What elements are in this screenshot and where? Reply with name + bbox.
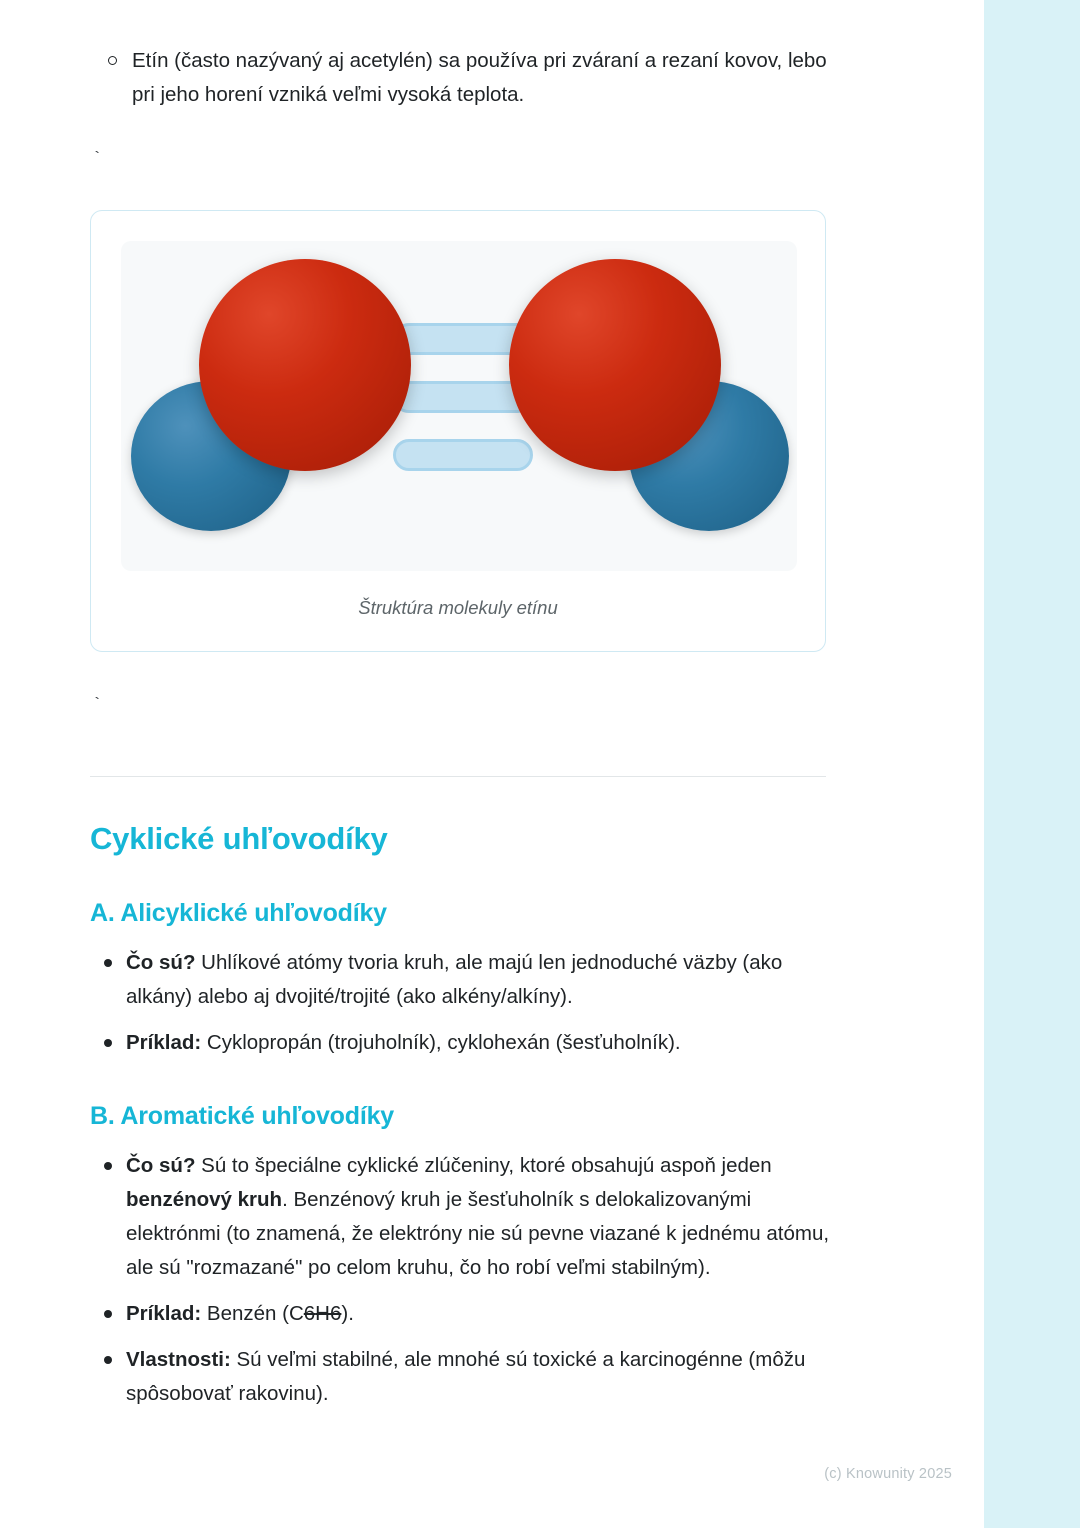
subsection-a-list bbox=[90, 946, 830, 1060]
benzene-formula-pre: Benzén (C bbox=[201, 1302, 304, 1325]
figure-card bbox=[90, 210, 826, 652]
bullet-dot-icon bbox=[104, 1356, 112, 1364]
list-item-text: Uhlíkové atómy tvoria kruh, ale majú len jednoduché väzby (ako alkány) alebo aj dvojité/trojité (ako alkény/alkíny). bbox=[126, 951, 783, 1008]
triple-bond-lower bbox=[393, 439, 533, 471]
list-item-text-pre: Sú to špeciálne cyklické zlúčeniny, ktoré obsahujú aspoň jeden bbox=[195, 1154, 772, 1177]
list-item-label: Čo sú? bbox=[126, 1154, 196, 1177]
bullet-dot-icon bbox=[104, 1310, 112, 1318]
molecule-illustration bbox=[121, 241, 797, 571]
bullet-dot-icon bbox=[104, 1039, 112, 1047]
benzene-ring-emphasis: benzénový kruh bbox=[126, 1188, 283, 1211]
stray-backtick-2: ` bbox=[92, 696, 103, 715]
subsection-b-list bbox=[90, 1149, 830, 1411]
list-item bbox=[90, 946, 830, 1014]
intro-bullet-text: Etín (často nazývaný aj acetylén) sa používa pri zváraní a rezaní kovov, lebo pri jeho horení vzniká veľmi vysoká teplota. bbox=[132, 49, 827, 106]
benzene-subscript-6a: 6 bbox=[303, 1302, 316, 1325]
page-title: Cyklické uhľovodíky bbox=[90, 821, 388, 856]
list-item bbox=[90, 1297, 830, 1331]
list-item-text: Sú veľmi stabilné, ale mnohé sú toxické a karcinogénne (môžu spôsobovať rakovinu). bbox=[126, 1348, 806, 1405]
figure-caption: Štruktúra molekuly etínu bbox=[358, 597, 558, 618]
carbon-atom-left bbox=[199, 259, 411, 471]
benzene-subscript-6b: 6 bbox=[329, 1302, 342, 1325]
copyright-watermark: (c) Knowunity 2025 bbox=[824, 1466, 952, 1482]
list-item bbox=[90, 1026, 830, 1060]
list-item-label: Príklad: bbox=[126, 1031, 202, 1054]
hollow-bullet-icon bbox=[108, 56, 117, 65]
subsection-a-title: A. Alicyklické uhľovodíky bbox=[90, 899, 387, 927]
benzene-h: H bbox=[315, 1302, 330, 1325]
list-item-label: Príklad: bbox=[126, 1302, 202, 1325]
bullet-dot-icon bbox=[104, 959, 112, 967]
benzene-formula-post: ). bbox=[341, 1302, 354, 1325]
list-item bbox=[90, 1343, 830, 1411]
section-divider bbox=[90, 776, 826, 777]
list-item-text: Cyklopropán (trojuholník), cyklohexán (šesťuholník). bbox=[201, 1031, 681, 1054]
list-item-label: Čo sú? bbox=[126, 951, 196, 974]
subsection-b-title: B. Aromatické uhľovodíky bbox=[90, 1102, 394, 1130]
list-item-label: Vlastnosti: bbox=[126, 1348, 231, 1371]
list-item bbox=[90, 1149, 830, 1285]
list-item bbox=[90, 44, 830, 112]
document-content bbox=[90, 44, 830, 1423]
page-side-strip-gap bbox=[972, 0, 984, 1528]
intro-bullet-list bbox=[90, 44, 830, 112]
page-side-strip bbox=[972, 0, 1080, 1528]
carbon-atom-right bbox=[509, 259, 721, 471]
stray-backtick-1: ` bbox=[92, 150, 103, 169]
list-item-text-post: . Benzénový kruh je šesťuholník s delokalizovanými elektrónmi (to znamená, že elektróny nie sú pevne viazané k jednému atómu, ale sú "rozmazané" po celom kruhu, čo ho robí veľmi stabilným). bbox=[126, 1188, 830, 1279]
bullet-dot-icon bbox=[104, 1162, 112, 1170]
